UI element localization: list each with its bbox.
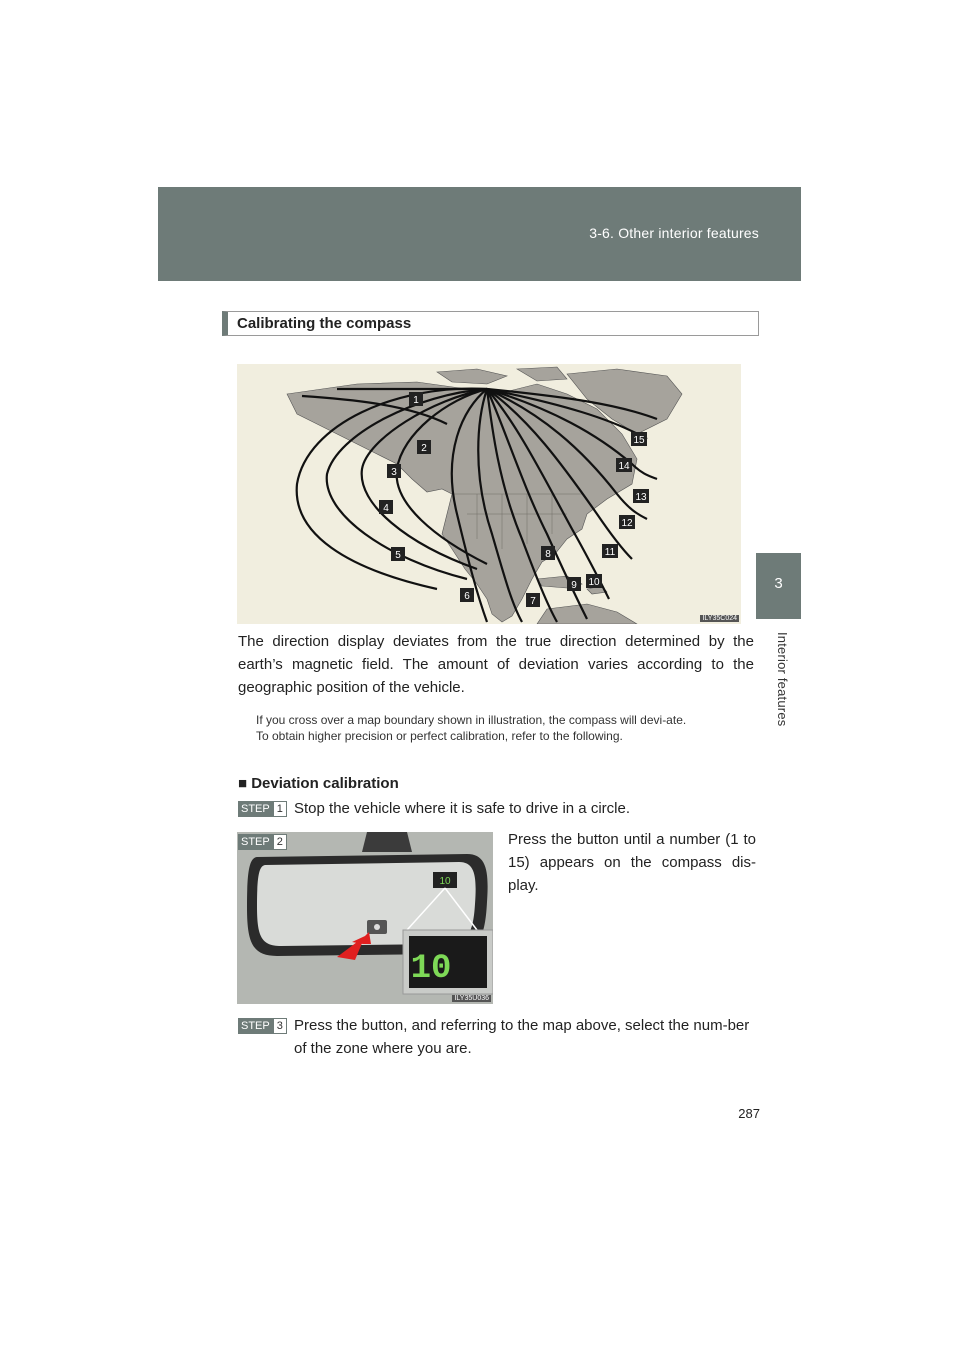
map-svg xyxy=(237,364,741,624)
step-number: 2 xyxy=(273,834,287,850)
page-number: 287 xyxy=(738,1106,760,1121)
step-word: STEP xyxy=(238,1018,273,1034)
chapter-number: 3 xyxy=(774,575,783,592)
zone-label: 9 xyxy=(571,580,577,591)
step-2-text: Press the button until a number (1 to 15) appears on the compass dis-play. xyxy=(508,831,756,894)
step-3-text: Press the button, and referring to the map above, select the num-ber of the zone where you are. xyxy=(294,1017,750,1057)
step-1-text: Stop the vehicle where it is safe to drive in a circle. xyxy=(294,800,630,817)
step-number: 3 xyxy=(273,1018,287,1034)
mirror-code: ILY35U036 xyxy=(454,995,489,1002)
note-line-2: To obtain higher precision or perfect calibration, refer to the following. xyxy=(256,729,623,743)
map-land-north-america xyxy=(287,382,637,622)
step-3-badge xyxy=(238,1018,287,1034)
step-number: 1 xyxy=(273,801,287,817)
note-line-1: If you cross over a map boundary shown in illustration, the compass will devi-ate. xyxy=(256,713,687,727)
body-paragraph: The direction display deviates from the true direction determined by the earth’s magnetic field. The amount of deviation varies according to the geographic position of the vehicle. xyxy=(238,633,754,696)
step-1-badge xyxy=(238,801,287,817)
zone-label: 1 xyxy=(413,395,419,406)
step-word: STEP xyxy=(238,834,273,850)
heading-text: Calibrating the compass xyxy=(237,315,412,332)
section-title: 3-6. Other interior features xyxy=(589,225,759,241)
zone-label: 15 xyxy=(633,435,645,446)
chapter-label: Interior features xyxy=(775,632,790,727)
note-paragraph xyxy=(256,712,756,744)
zone-label: 8 xyxy=(545,549,551,560)
zone-label: 13 xyxy=(635,492,647,503)
zone-label: 14 xyxy=(618,461,630,472)
zone-label: 3 xyxy=(391,467,397,478)
zone-label: 10 xyxy=(588,577,600,588)
zone-label: 2 xyxy=(421,443,427,454)
mirror-figure xyxy=(237,832,493,1004)
step-word: STEP xyxy=(238,801,273,817)
subheading: ■ Deviation calibration xyxy=(238,775,399,792)
mirror-mount xyxy=(362,832,412,852)
zone-label: 6 xyxy=(464,591,470,602)
zone-label: 7 xyxy=(530,596,536,607)
display-value: 10 xyxy=(410,950,452,988)
map-code: ILY35C024 xyxy=(702,615,737,622)
map-land-arctic-islands xyxy=(437,367,567,384)
zone-label: 11 xyxy=(604,547,616,558)
chapter-tab xyxy=(756,553,801,619)
compass-zone-map xyxy=(237,364,741,624)
header-band xyxy=(158,187,801,281)
zone-label: 4 xyxy=(383,503,389,514)
zone-label: 5 xyxy=(395,550,401,561)
zone-label: 12 xyxy=(621,518,633,529)
button-icon xyxy=(374,924,380,930)
mini-display-value: 10 xyxy=(439,876,451,887)
section-heading xyxy=(222,311,759,336)
mirror-svg xyxy=(237,832,493,1004)
step-2-badge xyxy=(238,834,287,850)
